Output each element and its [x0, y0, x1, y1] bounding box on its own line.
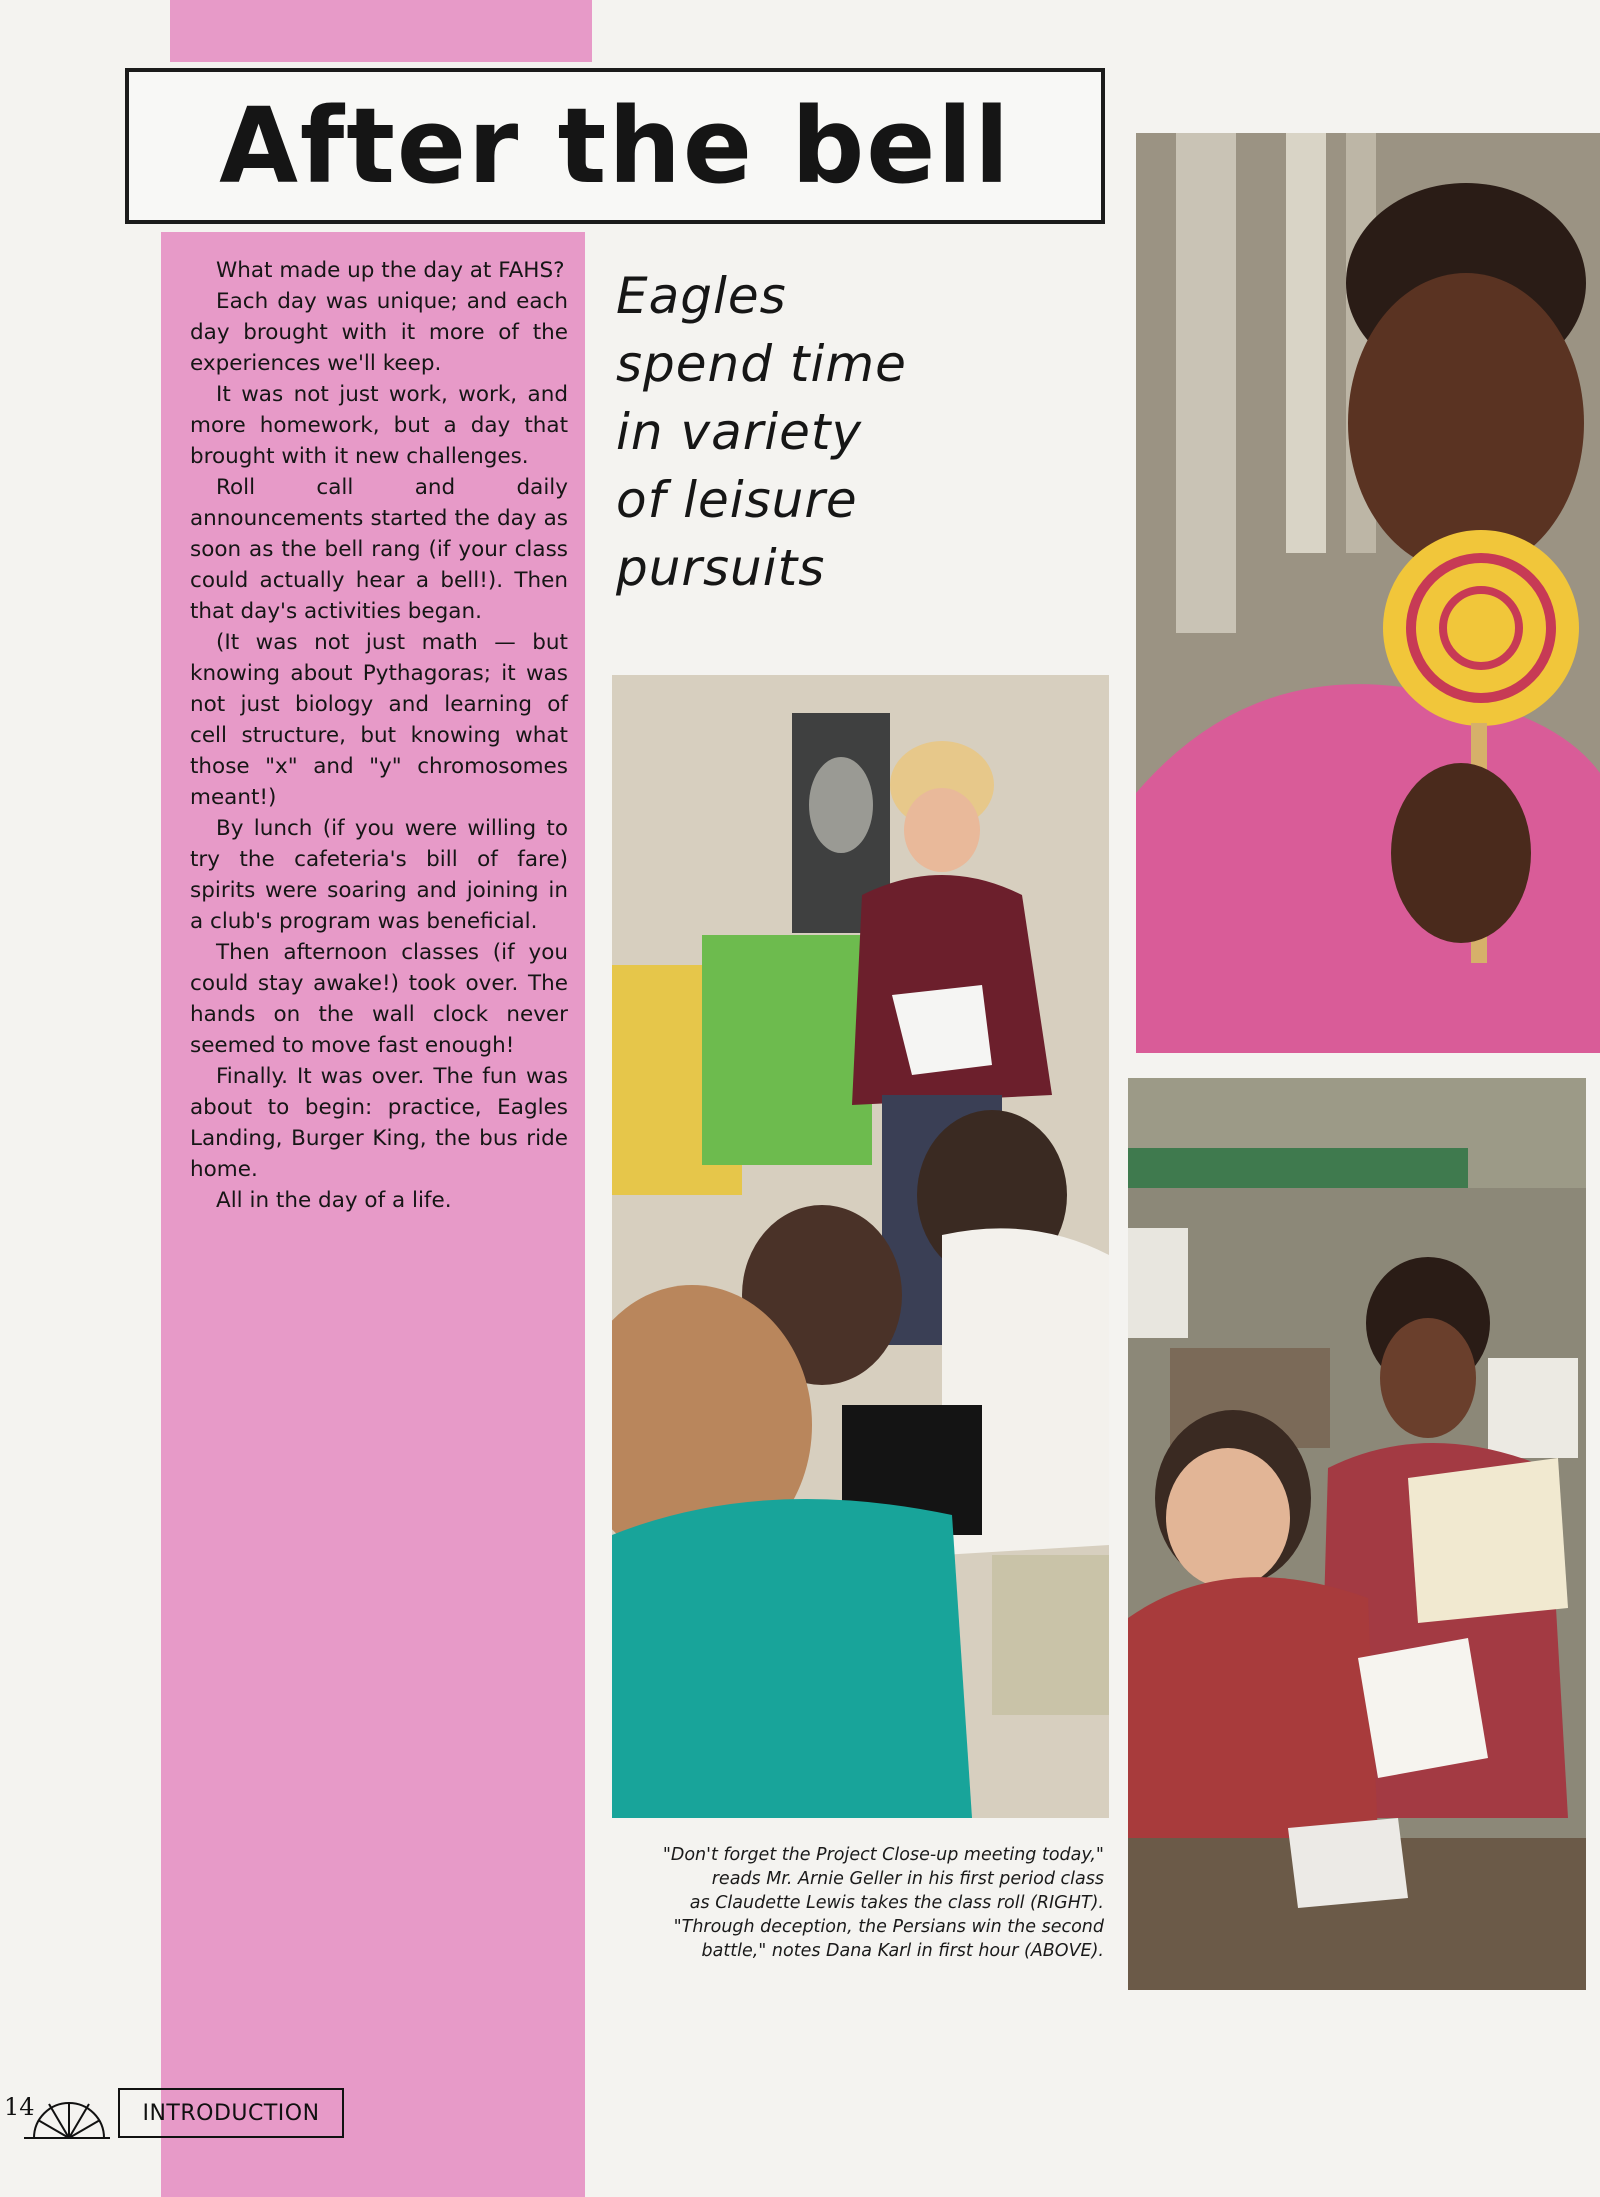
- body-paragraph: Then afternoon classes (if you could stay awake!) took over. The hands on the wall clock never seemed to move fast enough!: [190, 940, 568, 1058]
- headline-line: in variety: [616, 403, 863, 461]
- title-box: [125, 68, 1105, 224]
- classroom-photo: [612, 675, 1109, 1818]
- page-title: After the bell: [218, 85, 1012, 207]
- headline-line: pursuits: [616, 539, 826, 597]
- caption-line: battle," notes Dana Karl in first hour (ABOVE).: [701, 1941, 1104, 1961]
- body-paragraph: Each day was unique; and each day brought with it more of the experiences we'll keep.: [190, 289, 568, 376]
- caption-line: reads Mr. Arnie Geller in his first period class: [711, 1869, 1104, 1889]
- headline-line: Eagles: [616, 267, 787, 325]
- headline: [616, 262, 946, 602]
- body-paragraph: By lunch (if you were willing to try the cafeteria's bill of fare) spirits were soaring and joining in a club's program was beneficial.: [190, 816, 568, 934]
- caption-line: "Don't forget the Project Close-up meeting today,": [662, 1845, 1104, 1865]
- body-text: [190, 255, 568, 1216]
- pink-accent-band: [170, 0, 592, 62]
- headline-line: spend time: [616, 335, 907, 393]
- teachers-photo: [1128, 1078, 1586, 1990]
- body-paragraph: (It was not just math — but knowing about Pythagoras; it was not just biology and learning of cell structure, but knowing what those "x" and "y" chromosomes meant!): [190, 630, 568, 810]
- page-number: 14: [4, 2093, 35, 2121]
- teachers-photo-art: [1128, 1078, 1586, 1990]
- body-paragraph: It was not just work, work, and more homework, but a day that brought with it new challenges.: [190, 382, 568, 469]
- headline-line: of leisure: [616, 471, 858, 529]
- body-paragraph: Finally. It was over. The fun was about to begin: practice, Eagles Landing, Burger King, the bus ride home.: [190, 1064, 568, 1182]
- body-paragraph: All in the day of a life.: [216, 1188, 452, 1213]
- sunburst-folio-icon: [14, 2086, 118, 2140]
- photo-caption: [612, 1843, 1104, 1963]
- classroom-photo-art: [612, 675, 1109, 1818]
- caption-line: as Claudette Lewis takes the class roll (RIGHT).: [689, 1893, 1104, 1913]
- body-paragraph: Roll call and daily announcements started the day as soon as the bell rang (if your class could actually hear a bell!). Then that day's activities began.: [190, 475, 568, 624]
- caption-line: "Through deception, the Persians win the second: [673, 1917, 1104, 1937]
- lollipop-photo-art: [1136, 133, 1600, 1053]
- lollipop-photo: [1136, 133, 1600, 1053]
- body-paragraph: What made up the day at FAHS?: [216, 258, 565, 283]
- section-label: INTRODUCTION: [118, 2088, 344, 2138]
